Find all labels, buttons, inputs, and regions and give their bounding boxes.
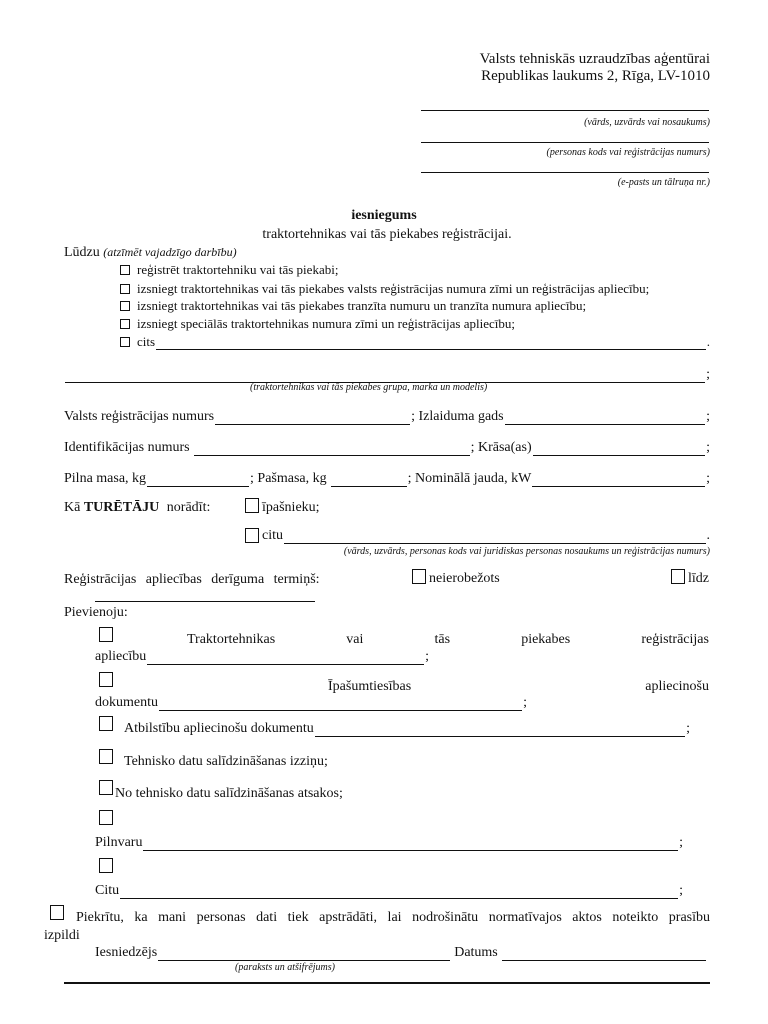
row-end: ; <box>679 835 683 850</box>
mass-row <box>64 470 710 487</box>
attach-ownership-field[interactable] <box>159 697 522 711</box>
agency-name: Valsts tehniskās uzraudzības aģentūrai <box>479 51 710 67</box>
attach-word: Traktortehnikas <box>187 632 276 647</box>
color-field[interactable] <box>533 442 706 456</box>
attach-word: tās <box>434 632 451 647</box>
document-subtitle: traktortehnikas vai tās piekabes reģistrācijai. <box>262 227 512 242</box>
signature-note: (paraksts un atšifrējums) <box>235 962 335 973</box>
request-label <box>64 244 237 261</box>
attachments-label: Pievienoju: <box>64 605 128 620</box>
attach-ownership-line2 <box>95 694 527 711</box>
request-option-label: cits <box>137 334 156 349</box>
request-option-label: izsniegt speciālās traktortehnikas numura zīmi un reģistrācijas apliecību; <box>137 316 515 331</box>
attach-other-field[interactable] <box>120 885 678 899</box>
reg-number-label: Valsts reģistrācijas numurs <box>64 409 215 424</box>
email-note: (e-pasts un tālruņa nr.) <box>617 177 710 188</box>
consent-line1: Piekrītu, ka mani personas dati tiek apstrādāti, lai nodrošinātu normatīvajos aktos noteikto prasību <box>76 910 710 925</box>
attach-reg-cert-checkbox[interactable] <box>99 627 113 642</box>
row-end: ; <box>425 649 429 664</box>
row-end: ; <box>706 471 710 486</box>
attach-reg-cert-line2 <box>95 648 429 665</box>
own-mass-field[interactable] <box>331 473 407 487</box>
attach-no-tech-label: No tehnisko datu salīdzināšanas atsakos; <box>115 786 343 801</box>
validity-unlimited-option[interactable] <box>412 569 500 587</box>
attach-tech-data-label: Tehnisko datu salīdzināšanas izziņu; <box>124 754 328 769</box>
validity-date-field[interactable] <box>95 601 315 602</box>
date-label: Datums <box>454 945 498 960</box>
checkbox-icon[interactable] <box>120 319 130 329</box>
checkbox-icon[interactable] <box>120 301 130 311</box>
checkbox-icon[interactable] <box>120 265 130 275</box>
checkbox-icon[interactable] <box>245 498 259 513</box>
holder-owner-option[interactable] <box>245 498 320 516</box>
attach-conformity-row <box>124 720 690 737</box>
power-field[interactable] <box>532 473 705 487</box>
attach-ownership-checkbox[interactable] <box>99 672 113 687</box>
code-note: (personas kods vai reģistrācijas numurs) <box>546 147 710 158</box>
gross-mass-field[interactable] <box>147 473 249 487</box>
consent-checkbox[interactable] <box>50 905 64 920</box>
validity-label: Reģistrācijas apliecības derīguma termiņš: <box>64 572 320 587</box>
attach-word: vai <box>346 632 364 647</box>
attach-poa-checkbox[interactable] <box>99 810 113 825</box>
reg-number-field[interactable] <box>215 411 410 425</box>
attach-poa-field[interactable] <box>143 837 678 851</box>
reg-number-row <box>64 408 710 425</box>
holder-label-bold: TURĒTĀJU <box>83 500 160 515</box>
holder-label-pre: Kā <box>64 500 81 515</box>
row-end: ; <box>706 440 710 455</box>
validity-unlimited-label: neierobežots <box>429 571 500 586</box>
applicant-label: Iesniedzējs <box>95 945 158 960</box>
checkbox-icon[interactable] <box>120 337 130 347</box>
attach-word: apliecinošu <box>645 679 709 694</box>
holder-other-field[interactable] <box>284 530 706 544</box>
vehicle-model-row[interactable] <box>64 366 710 383</box>
power-label: ; Nominālā jauda, kW <box>407 471 532 486</box>
row-end: ; <box>679 883 683 898</box>
request-option-other[interactable] <box>120 333 710 350</box>
request-option-label: izsniegt traktortehnikas vai tās piekabes tranzīta numuru un tranzīta numura apliecību; <box>137 298 587 313</box>
request-option-2[interactable] <box>120 281 649 297</box>
row-end: ; <box>686 721 690 736</box>
id-number-row <box>64 439 710 456</box>
vehicle-model-note: (traktortehnikas vai tās piekabes grupa, marka un modelis) <box>250 382 488 393</box>
attach-conformity-label: Atbilstību apliecinošu dokumentu <box>124 721 314 736</box>
checkbox-icon[interactable] <box>671 569 685 584</box>
attach-poa-label: Pilnvaru <box>95 835 143 850</box>
attach-word: Īpašumtiesības <box>328 679 412 694</box>
attach-conformity-checkbox[interactable] <box>99 716 113 731</box>
attach-reg-cert-label: apliecību <box>95 649 147 664</box>
other-request-field[interactable] <box>156 336 706 350</box>
attach-word: reģistrācijas <box>641 632 709 647</box>
attach-ownership-line1 <box>328 678 709 695</box>
holder-other-note: (vārds, uzvārds, personas kods vai juridiskas personas nosaukums un reģistrācijas numurs) <box>343 546 710 557</box>
holder-other-label: citu <box>262 528 283 543</box>
consent-line2: izpildi <box>44 928 80 943</box>
request-hint: (atzīmēt vajadzīgo darbību) <box>103 245 237 259</box>
holder-other-end: . <box>706 528 710 543</box>
bottom-divider <box>64 982 710 984</box>
attach-ownership-label: dokumentu <box>95 695 158 710</box>
checkbox-icon[interactable] <box>412 569 426 584</box>
checkbox-icon[interactable] <box>120 284 130 294</box>
request-option-label: izsniegt traktortehnikas vai tās piekabes valsts reģistrācijas numura zīmi un reģistrācijas apliecību; <box>137 281 650 296</box>
code-field[interactable] <box>421 142 709 143</box>
attach-poa-row <box>95 834 683 851</box>
holder-owner-label: īpašnieku; <box>262 500 320 515</box>
checkbox-icon[interactable] <box>245 528 259 543</box>
gross-mass-label: Pilna masa, kg <box>64 471 147 486</box>
attach-other-label: Citu <box>95 883 120 898</box>
email-field[interactable] <box>421 172 709 173</box>
id-number-label: Identifikācijas numurs <box>64 440 190 455</box>
name-note: (vārds, uzvārds vai nosaukums) <box>584 117 710 128</box>
attach-conformity-field[interactable] <box>315 723 685 737</box>
request-label-text: Lūdzu <box>64 245 100 260</box>
request-option-1[interactable] <box>120 262 338 278</box>
attach-word: piekabes <box>521 632 571 647</box>
attach-reg-cert-line1 <box>187 631 709 648</box>
attach-other-checkbox[interactable] <box>99 858 113 873</box>
holder-label <box>64 499 210 516</box>
request-option-3[interactable] <box>120 298 586 314</box>
color-label: ; Krāsa(as) <box>470 440 532 455</box>
id-number-field[interactable] <box>194 442 470 456</box>
validity-until-label: līdz <box>688 571 709 586</box>
holder-label-post: norādīt: <box>166 500 211 515</box>
applicant-signature-field[interactable] <box>158 947 450 961</box>
own-mass-label: ; Pašmasa, kg <box>250 471 327 486</box>
date-field[interactable] <box>502 947 706 961</box>
agency-address: Republikas laukums 2, Rīga, LV-1010 <box>481 68 710 84</box>
validity-until-option[interactable] <box>671 569 709 587</box>
row-end: ; <box>523 695 527 710</box>
attach-tech-data-checkbox[interactable] <box>99 749 113 764</box>
vehicle-model-field[interactable] <box>65 369 705 383</box>
name-field[interactable] <box>421 110 709 111</box>
row-end: ; <box>706 409 710 424</box>
issue-year-field[interactable] <box>505 411 705 425</box>
holder-other-option[interactable] <box>245 527 710 544</box>
signature-row <box>95 944 707 961</box>
request-option-label: reģistrēt traktortehniku vai tās piekabi; <box>137 262 339 277</box>
request-option-4[interactable] <box>120 316 515 332</box>
other-request-end: . <box>706 334 710 349</box>
vehicle-model-end: ; <box>706 367 710 382</box>
attach-reg-cert-field[interactable] <box>147 651 424 665</box>
attach-other-row <box>95 882 683 899</box>
document-title: iesniegums <box>351 208 417 223</box>
issue-year-label: ; Izlaiduma gads <box>411 409 504 424</box>
attach-no-tech-checkbox[interactable] <box>99 780 113 795</box>
